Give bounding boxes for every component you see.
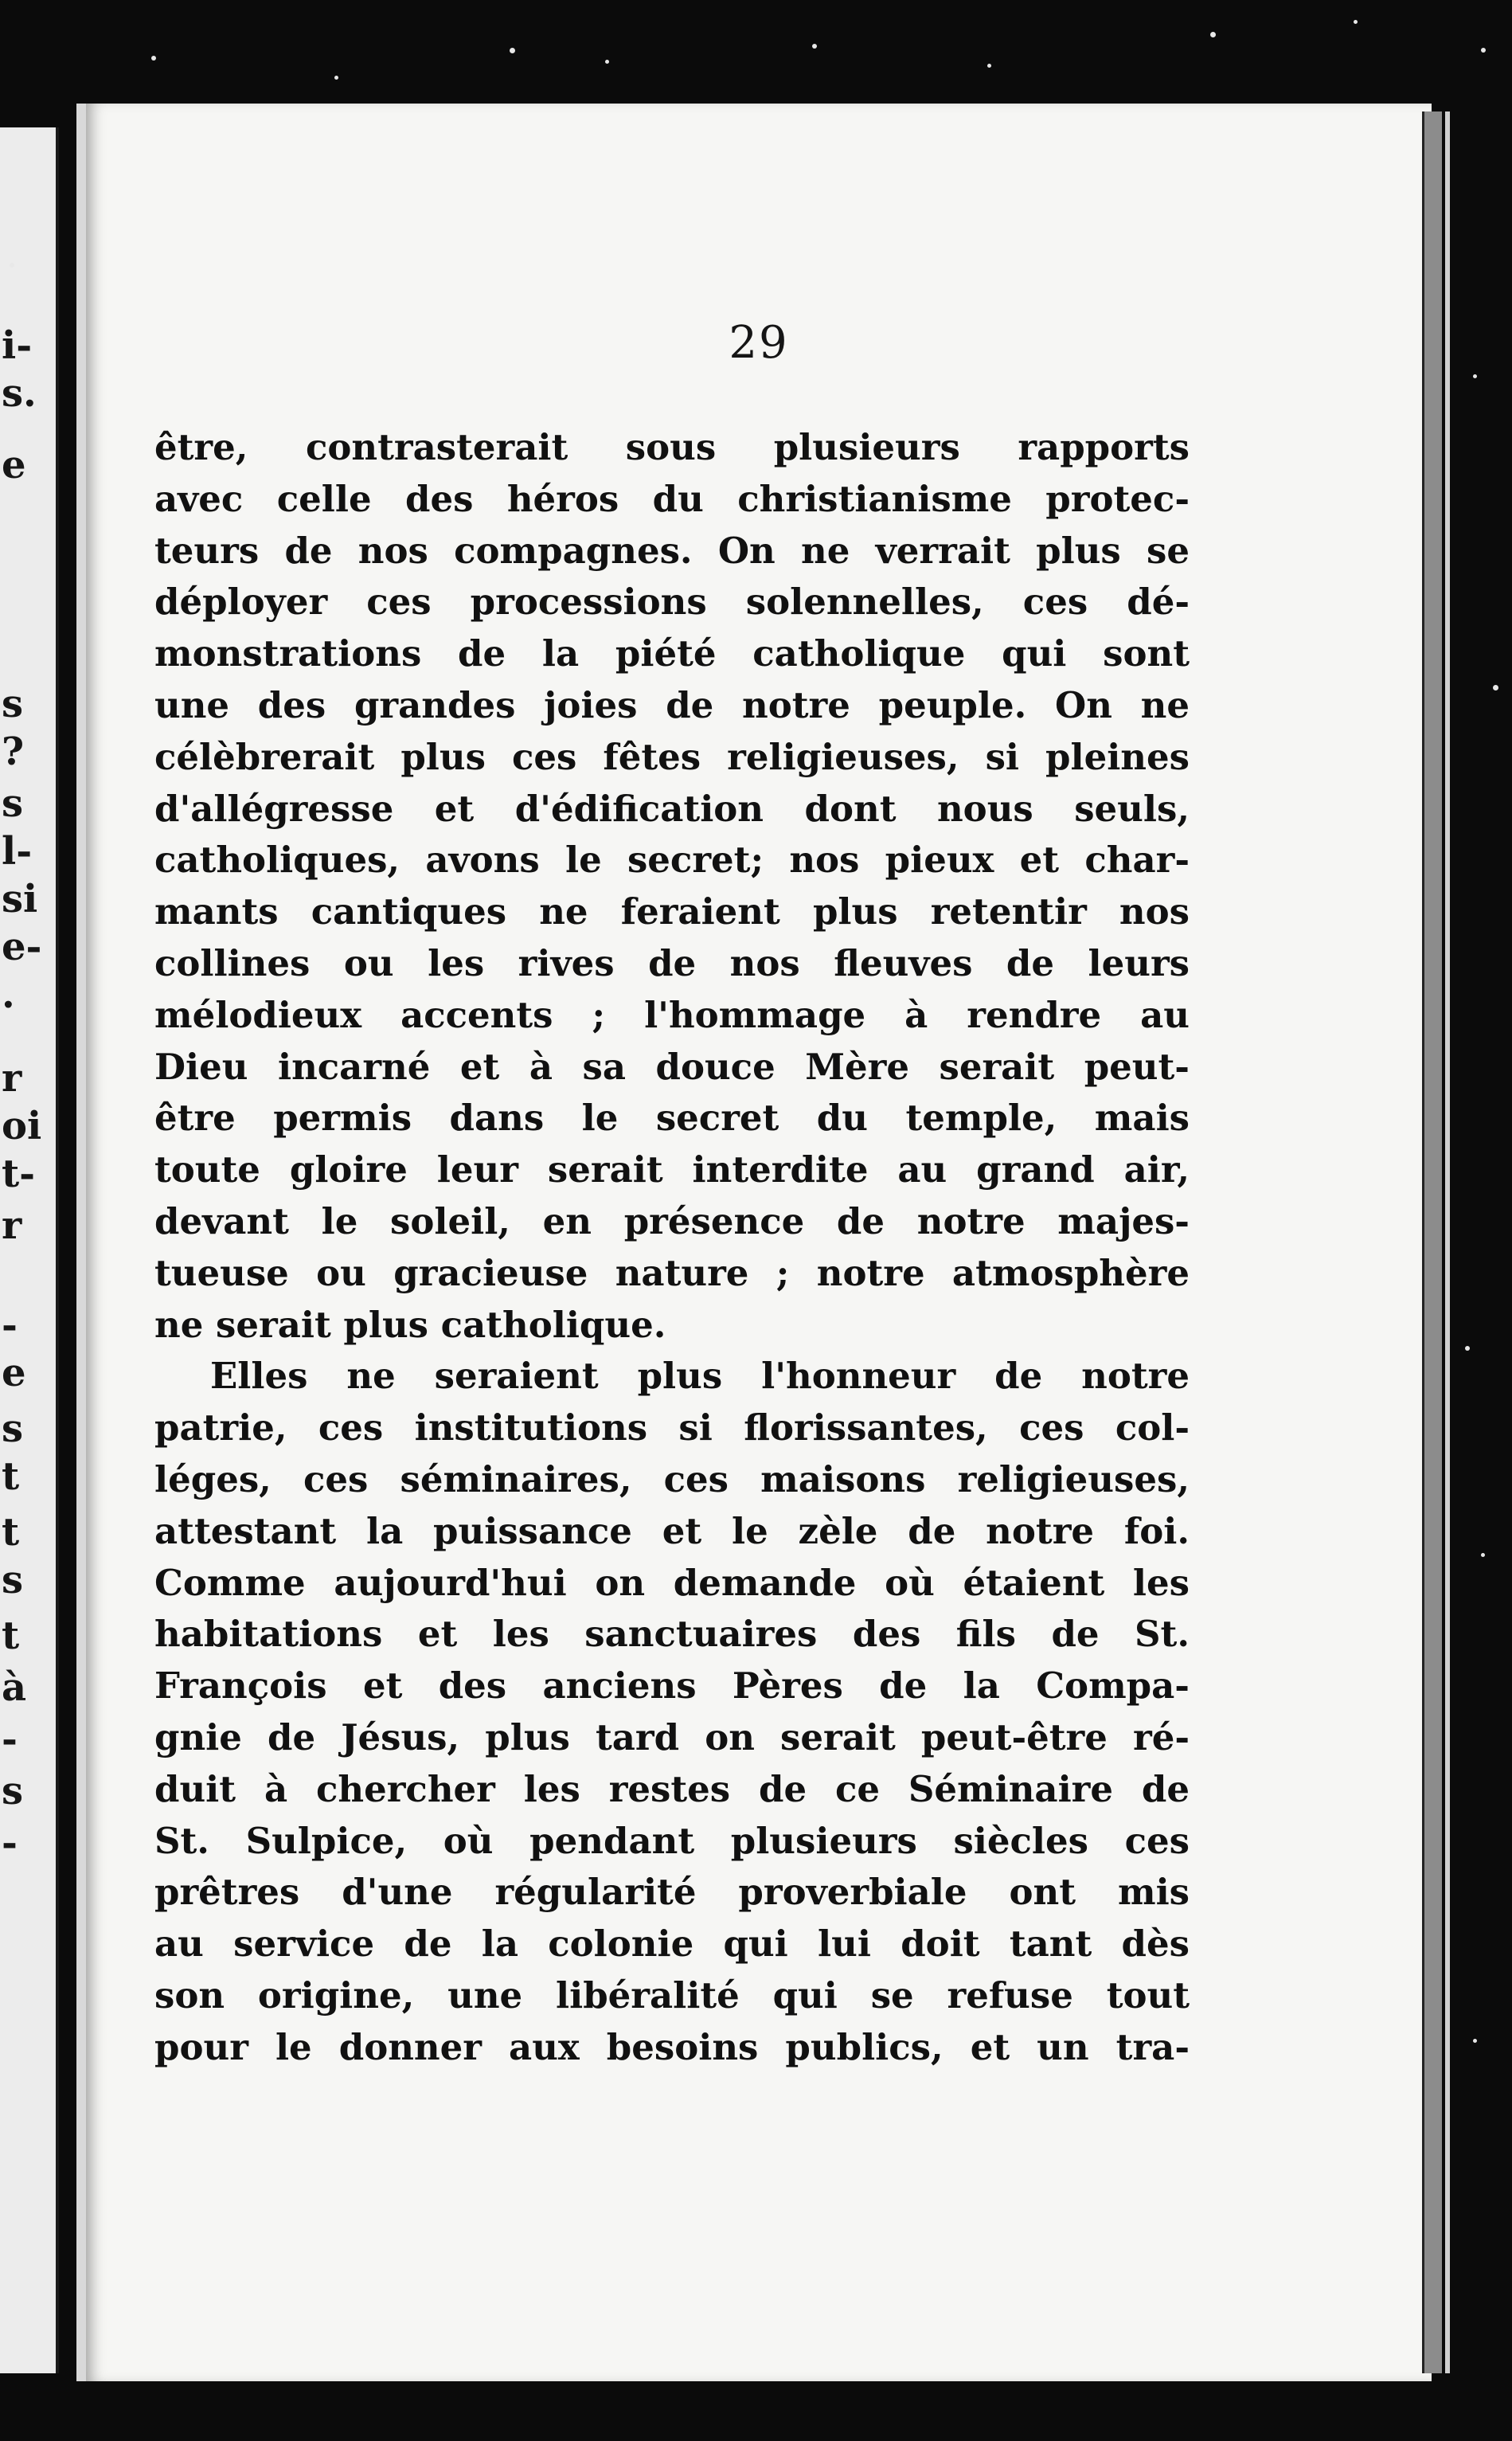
scan-speck: [1481, 1553, 1485, 1557]
text-line: tueuse ou gracieuse nature ; notre atmosphère: [154, 1251, 1190, 1294]
facing-page-fragment: -: [2, 1303, 18, 1348]
text-line: teurs de nos compagnes. On ne verrait plus se: [154, 529, 1190, 572]
text-line: d'allégresse et d'édification dont nous seuls,: [154, 787, 1190, 830]
text-line: prêtres d'une régularité proverbiale ont mis: [154, 1871, 1190, 1914]
scan-speck: [1473, 374, 1477, 378]
facing-page-fragment: ?: [2, 730, 25, 774]
facing-page-fragment: s.: [2, 371, 37, 416]
facing-page-fragment: e: [2, 443, 26, 487]
facing-page-fragment: s: [2, 781, 24, 826]
facing-page-fragment: t-: [2, 1152, 36, 1196]
text-line: son origine, une libéralité qui se refuse tout: [154, 1974, 1190, 2017]
text-line: devant le soleil, en présence de notre majes-: [154, 1199, 1190, 1242]
facing-page-fragment: oi: [2, 1104, 42, 1148]
facing-page-fragment: i-: [2, 323, 33, 368]
scan-speck: [605, 60, 609, 64]
text-line: être permis dans le secret du temple, mais: [154, 1097, 1190, 1140]
facing-page-fragment: à: [2, 1665, 27, 1710]
facing-page-fragment: r: [2, 1203, 22, 1248]
scan-speck: [1465, 1346, 1470, 1351]
facing-page-fragment: s: [2, 682, 24, 726]
facing-page-fragment: e-: [2, 925, 42, 969]
text-line: Dieu incarné et à sa douce Mère serait peut-: [154, 1045, 1190, 1088]
text-line: Comme aujourd'hui on demande où étaient les: [154, 1561, 1190, 1604]
facing-page-fragment: si: [2, 877, 38, 921]
text-line: monstrations de la piété catholique qui sont: [154, 632, 1190, 675]
body-text: [154, 422, 1190, 2074]
scan-speck: [1354, 20, 1358, 24]
facing-page-fragment: s: [2, 1406, 24, 1451]
text-line: déployer ces processions solennelles, ces dé-: [154, 581, 1190, 624]
facing-page-fragment: r: [2, 1056, 22, 1101]
text-line: patrie, ces institutions si florissantes, ces col-: [154, 1406, 1190, 1449]
text-line: toute gloire leur serait interdite au grand air,: [154, 1148, 1190, 1191]
facing-page-fragment: l-: [2, 829, 33, 874]
text-line: gnie de Jésus, plus tard on serait peut-être ré-: [154, 1715, 1190, 1758]
facing-page-fragment: s: [2, 1558, 24, 1602]
scan-speck: [1473, 2039, 1477, 2043]
scan-speck: [987, 64, 991, 68]
facing-page-fragment: t: [2, 1614, 20, 1658]
scan-speck: [510, 48, 515, 53]
text-line: une des grandes joies de notre peuple. On ne: [154, 683, 1190, 726]
scan-speck: [1481, 48, 1486, 53]
facing-page-edge: [0, 127, 59, 2373]
facing-page-fragment: -: [2, 1717, 18, 1762]
text-line: habitations et les sanctuaires des fils de St.: [154, 1613, 1190, 1656]
text-line: léges, ces séminaires, ces maisons religieuses,: [154, 1457, 1190, 1500]
text-line: ne serait plus catholique.: [154, 1303, 666, 1346]
text-line: avec celle des héros du christianisme protec-: [154, 477, 1190, 520]
book-page: [76, 104, 1432, 2381]
scan-speck: [10, 263, 14, 268]
text-line: collines ou les rives de nos fleuves de leurs: [154, 941, 1190, 984]
facing-page-fragment: .: [2, 972, 15, 1017]
facing-page-fragment: -: [2, 1821, 18, 1865]
text-line: célèbrerait plus ces fêtes religieuses, si pleines: [154, 735, 1190, 778]
page-number: 29: [729, 317, 789, 369]
text-line: mélodieux accents ; l'hommage à rendre au: [154, 993, 1190, 1036]
text-line: être, contrasterait sous plusieurs rapports: [154, 426, 1190, 468]
text-line: duit à chercher les restes de ce Séminaire de: [154, 1767, 1190, 1810]
text-line: attestant la puissance et le zèle de notre foi.: [154, 1509, 1190, 1552]
facing-page-fragment: s: [2, 1769, 24, 1813]
facing-page-fragment: t: [2, 1510, 20, 1555]
scan-speck: [151, 56, 156, 61]
scan-speck: [1210, 32, 1216, 37]
facing-page-fragment: e: [2, 1351, 26, 1395]
text-line: pour le donner aux besoins publics, et un tra-: [154, 2025, 1190, 2068]
page-edge-right: [1422, 111, 1442, 2373]
text-line: St. Sulpice, où pendant plusieurs siècles ces: [154, 1819, 1190, 1862]
text-line: catholiques, avons le secret; nos pieux et char-: [154, 839, 1190, 882]
text-line: mants cantiques ne feraient plus retentir nos: [154, 890, 1190, 933]
scan-speck: [334, 76, 338, 80]
text-line: François et des anciens Pères de la Compa-: [154, 1664, 1190, 1708]
scan-speck: [812, 44, 817, 49]
text-line: au service de la colonie qui lui doit tant dès: [154, 1923, 1190, 1966]
text-line: Elles ne seraient plus l'honneur de notre: [210, 1355, 1190, 1398]
facing-page-fragment: t: [2, 1454, 20, 1499]
scan-speck: [1493, 685, 1498, 690]
